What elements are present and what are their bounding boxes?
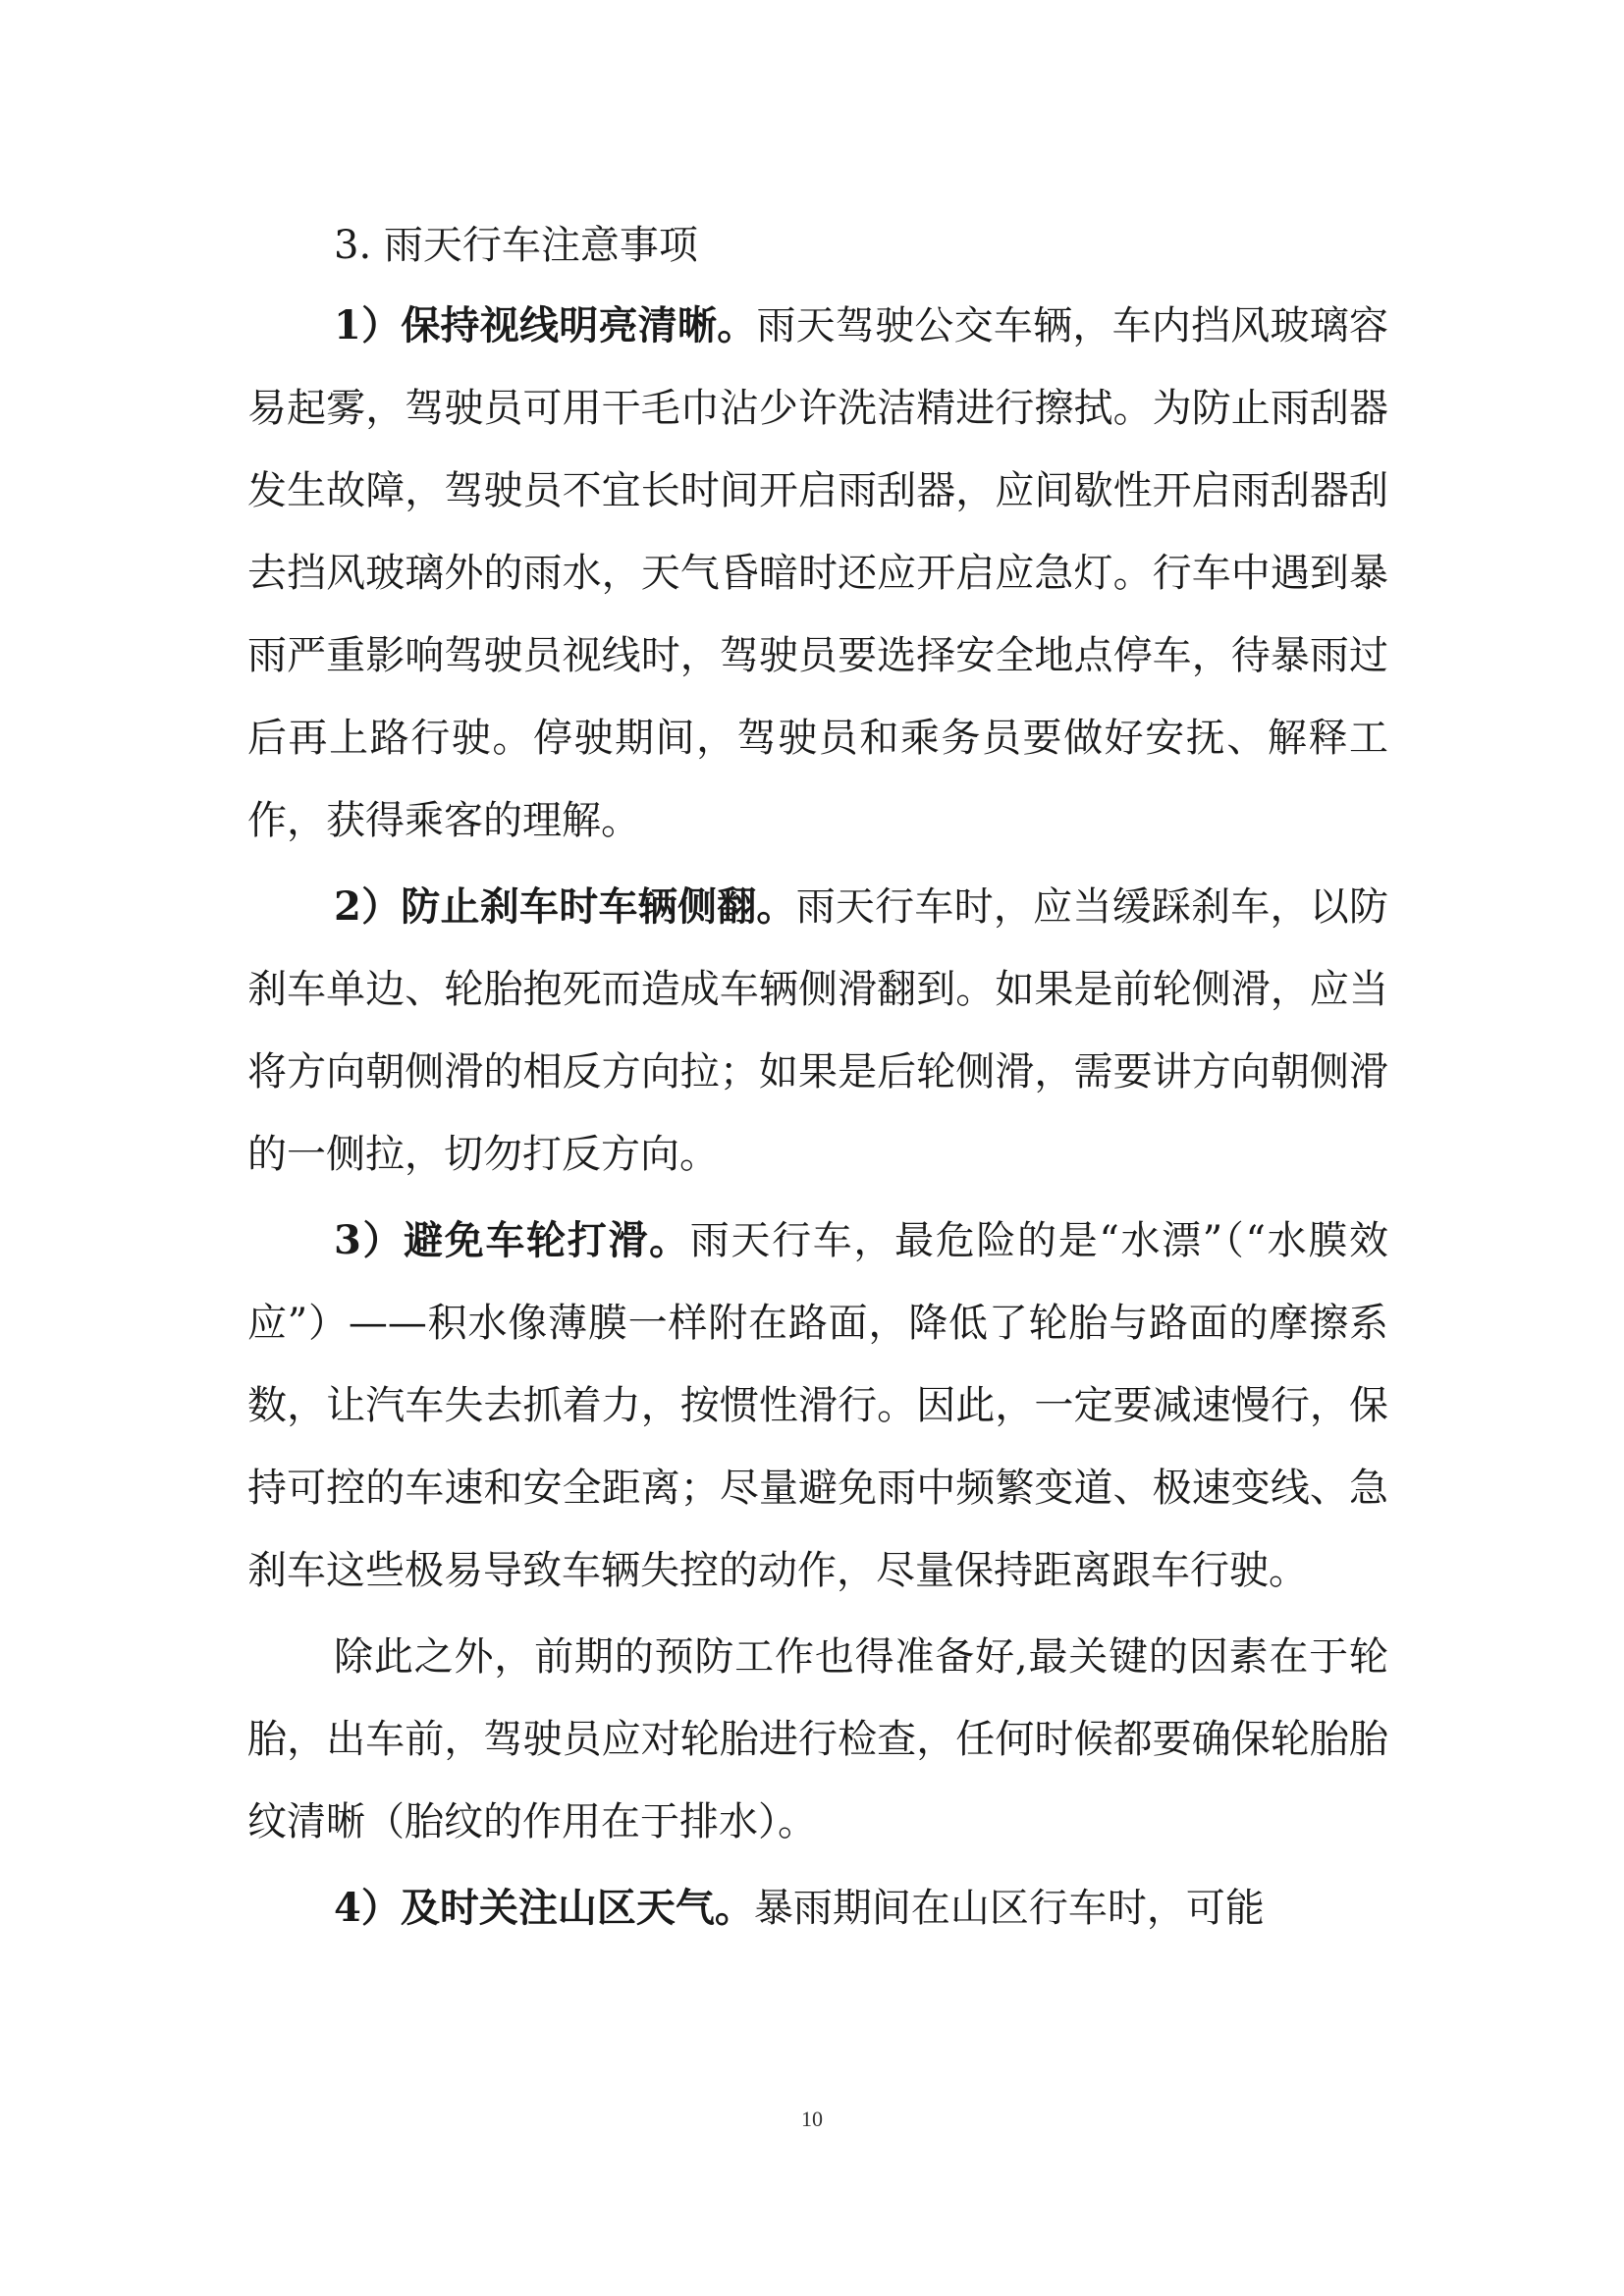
paragraph-lead: 4）及时关注山区天气。 (334, 1885, 754, 1931)
paragraph-body: 雨天行车时，应当缓踩刹车，以防刹车单边、轮胎抱死而造成车辆侧滑翻到。如果是前轮侧滑，应当将方向朝侧滑的相反方向拉；如果是后轮侧滑，需要讲方向朝侧滑的一侧拉，切勿打反方向。 (247, 884, 1389, 1177)
paragraph-body: 暴雨期间在山区行车时，可能 (753, 1886, 1265, 1931)
paragraph-mountain-weather (247, 1867, 1388, 1949)
page-number: 10 (801, 2107, 823, 2131)
paragraph-lead: 2）防止刹车时车辆侧翻。 (334, 883, 796, 930)
paragraph-body: 除此之外，前期的预防工作也得准备好,最关键的因素在于轮胎，出车前，驾驶员应对轮胎进行检查，任何时候都要确保轮胎胎纹清晰（胎纹的作用在于排水）。 (247, 1634, 1388, 1844)
section-heading: 3. 雨天行车注意事项 (334, 223, 698, 268)
page-content (247, 206, 1388, 1953)
paragraph-skidding (247, 1200, 1388, 1612)
paragraph-visibility (247, 285, 1388, 862)
paragraph-body: 雨天驾驶公交车辆，车内挡风玻璃容易起雾，驾驶员可用干毛巾沾少许洗洁精进行擦拭。为防止雨刮器发生故障，驾驶员不宜长时间开启雨刮器，应间歇性开启雨刮器刮去挡风玻璃外的雨水，天气昏暗时还应开启应急灯。行车中遇到暴雨严重影响驾驶员视线时，驾驶员要选择安全地点停车，待暴雨过后再上路行驶。停驶期间，驾驶员和乘务员要做好安抚、解释工作，获得乘客的理解。 (247, 303, 1388, 843)
paragraph-lead: 3）避免车轮打滑。 (334, 1217, 690, 1263)
paragraph-prevention (247, 1616, 1388, 1863)
paragraph-braking (247, 866, 1388, 1196)
paragraph-lead: 1）保持视线明亮清晰。 (334, 302, 757, 348)
paragraph-body: 雨天行车，最危险的是“水漂”（“水膜效应”）——积水像薄膜一样附在路面，降低了轮胎与路面的摩擦系数，让汽车失去抓着力，按惯性滑行。因此，一定要减速慢行，保持可控的车速和安全距离；尽量避免雨中频繁变道、极速变线、急刹车这些极易导致车辆失控的动作，尽量保持距离跟车行驶。 (247, 1218, 1388, 1593)
